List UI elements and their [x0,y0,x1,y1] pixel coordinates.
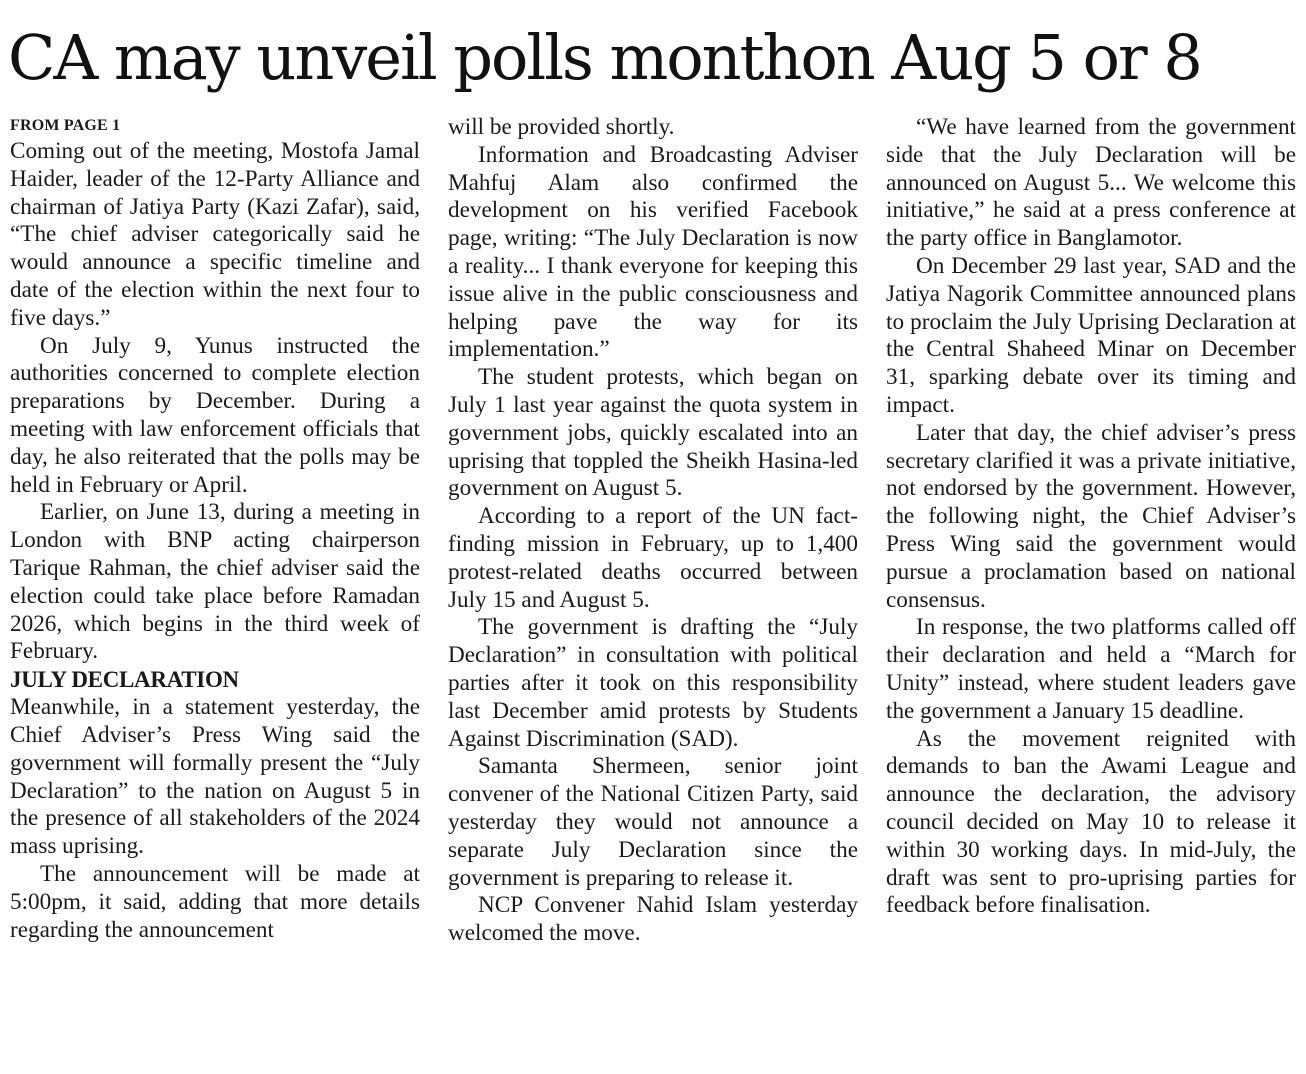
kicker-from-page: FROM PAGE 1 [10,117,121,134]
paragraph: Samanta Shermeen, senior joint convener of the National Citizen Party, said yesterday they would not announce a separate July Declaration since the government is preparing to release it. [448,753,858,891]
article-column-3 [886,114,1296,920]
subhead-july-declaration: JULY DECLARATION [10,667,239,693]
paragraph: will be provided shortly. [448,114,675,140]
paragraph: Earlier, on June 13, during a meeting in London with BNP acting chairperson Tarique Rahman, the chief adviser said the election could take place before Ramadan 2026, which begins in the third week of February. [10,499,420,665]
paragraph: On July 9, Yunus instructed the authorities concerned to complete election preparations by December. During a meeting with law enforcement officials that day, he also reiterated that the polls may be held in February or April. [10,332,420,498]
paragraph: “We have learned from the government side that the July Declaration will be announced on August 5... We welcome this initiative,” he said at a press conference at the party office in Banglamotor. [886,114,1296,252]
paragraph: Coming out of the meeting, Mostofa Jamal Haider, leader of the 12-Party Alliance and chairman of Jatiya Party (Kazi Zafar), said, “The chief adviser categorically said he would announce a specific timeline and date of the election within the next four to five days.” [10,138,420,331]
article-column-2 [448,114,858,948]
paragraph: The student protests, which began on July 1 last year against the quota system in government jobs, quickly escalated into an uprising that toppled the Sheikh Hasina-led government on August 5. [448,364,858,502]
paragraph: Information and Broadcasting Adviser Mahfuj Alam also confirmed the development on his verified Facebook page, writing: “The July Declaration is now a reality... I thank everyone for keeping this issue alive in the public consciousness and helping pave the way for its implementation.” [448,141,858,363]
article-column-1 [10,114,420,944]
paragraph: According to a report of the UN fact-finding mission in February, up to 1,400 protest-related deaths occurred between July 15 and August 5. [448,503,858,613]
paragraph: Later that day, the chief adviser’s press secretary clarified it was a private initiative, not endorsed by the government. However, the following night, the Chief Adviser’s Press Wing said the government would pursue a proclamation based on national consensus. [886,419,1296,613]
paragraph: NCP Convener Nahid Islam yesterday welcomed the move. [448,892,858,947]
headline: CA may unveil polls monthon Aug 5 or 8 [8,21,1201,94]
paragraph: On December 29 last year, SAD and the Jatiya Nagorik Committee announced plans to proclaim the July Uprising Declaration at the Central Shaheed Minar on December 31, sparking debate over its timing and impact. [886,252,1296,418]
paragraph: Meanwhile, in a statement yesterday, the Chief Adviser’s Press Wing said the government will formally present the “July Declaration” to the nation on August 5 in the presence of all stakeholders of the 2024 mass uprising. [10,694,420,860]
paragraph: In response, the two platforms called off their declaration and held a “March for Unity” instead, where student leaders gave the government a January 15 deadline. [886,614,1296,724]
paragraph: The announcement will be made at 5:00pm, it said, adding that more details regarding the announcement [10,860,420,943]
paragraph: As the movement reignited with demands to ban the Awami League and announce the declaration, the advisory council decided on May 10 to release it within 30 working days. In mid-July, the draft was sent to pro-uprising parties for feedback before finalisation. [886,725,1296,919]
paragraph: The government is drafting the “July Declaration” in consultation with political parties after it took on this responsibility last December amid protests by Students Against Discrimination (SAD). [448,614,858,752]
